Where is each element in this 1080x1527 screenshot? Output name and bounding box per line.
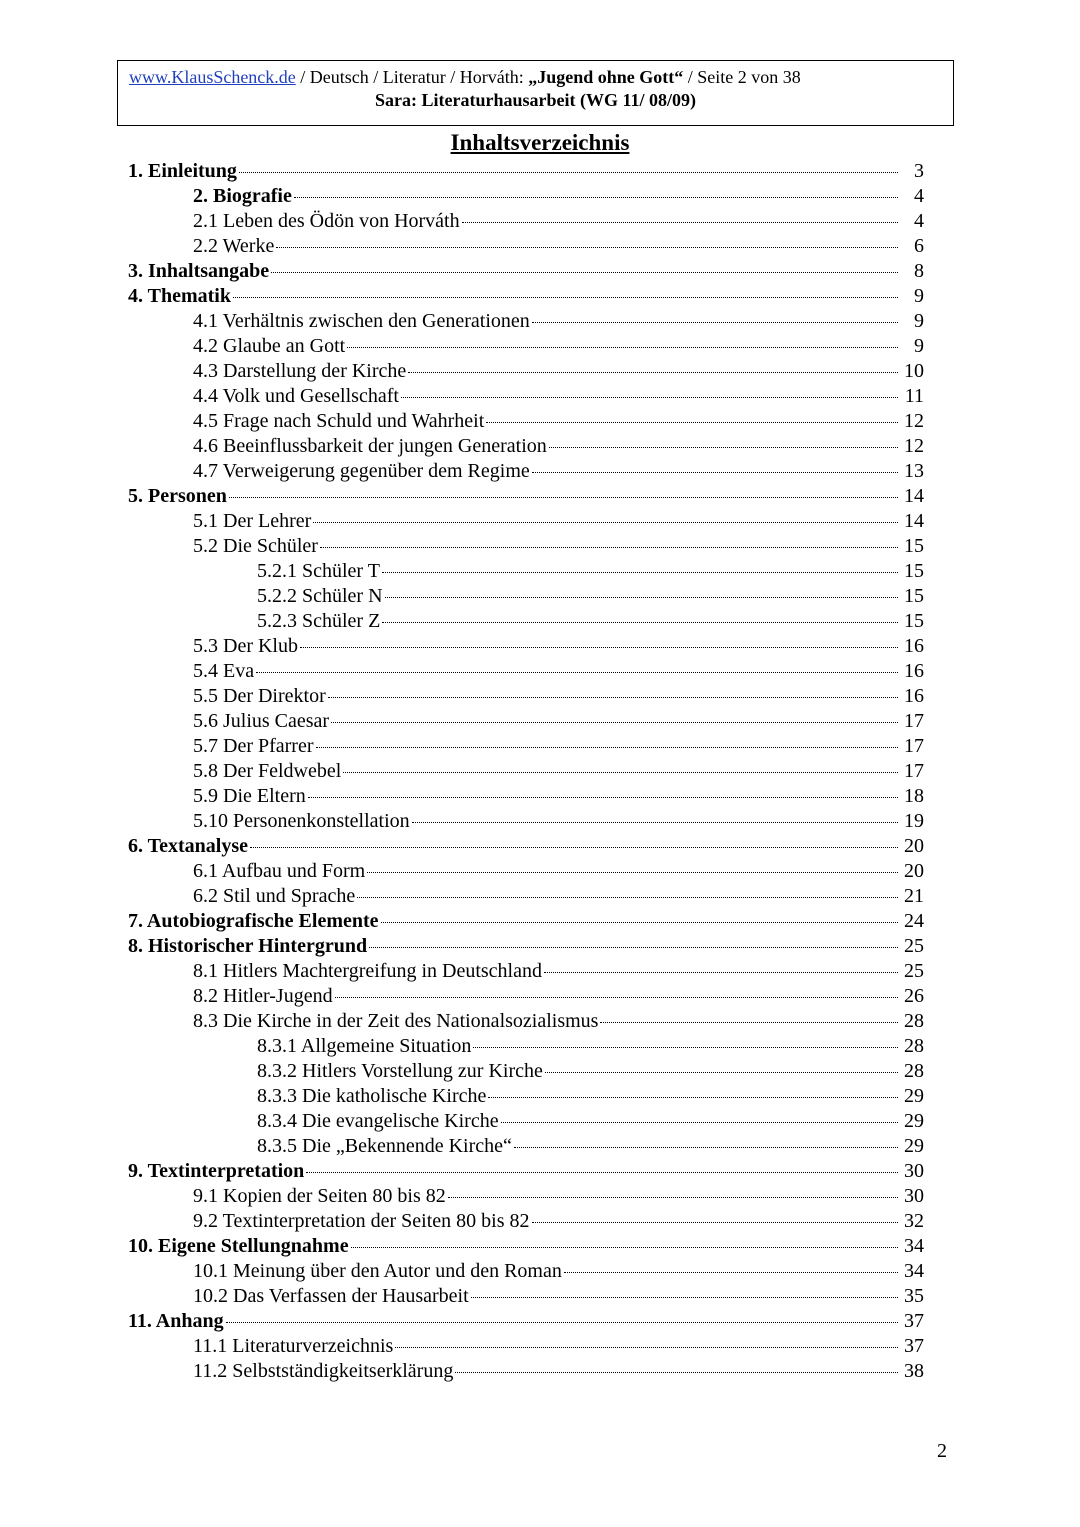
toc-entry bbox=[128, 759, 924, 784]
toc-entry-page: 38 bbox=[904, 1360, 924, 1382]
dot-leader bbox=[347, 347, 898, 348]
toc-entry-label: 10. Eigene Stellungnahme bbox=[128, 1235, 349, 1257]
dot-leader bbox=[395, 1347, 898, 1348]
dot-leader bbox=[532, 472, 898, 473]
toc-entry-page: 15 bbox=[904, 560, 924, 582]
toc-entry bbox=[128, 634, 924, 659]
toc-entry bbox=[128, 1184, 924, 1209]
header-work-title: „Jugend ohne Gott“ bbox=[528, 67, 684, 87]
dot-leader bbox=[412, 822, 898, 823]
toc-entry-label: 6.2 Stil und Sprache bbox=[193, 885, 356, 907]
toc-entry-label: 5.2 Die Schüler bbox=[193, 535, 318, 557]
dot-leader bbox=[343, 772, 898, 773]
toc-entry-label: 8.2 Hitler-Jugend bbox=[193, 985, 333, 1007]
dot-leader bbox=[455, 1372, 898, 1373]
dot-leader bbox=[385, 597, 898, 598]
toc-entry bbox=[128, 834, 924, 859]
toc-entry bbox=[128, 1284, 924, 1309]
dot-leader bbox=[501, 1122, 898, 1123]
toc-entry-label: 8.3.2 Hitlers Vorstellung zur Kirche bbox=[257, 1060, 543, 1082]
dot-leader bbox=[328, 697, 898, 698]
toc-entry bbox=[128, 684, 924, 709]
toc-entry-label: 8. Historischer Hintergrund bbox=[128, 935, 368, 957]
toc-entry-label: 11. Anhang bbox=[128, 1310, 224, 1332]
toc-entry bbox=[128, 859, 924, 884]
toc-entry-label: 5.4 Eva bbox=[193, 660, 255, 682]
toc-entry-label: 5.7 Der Pfarrer bbox=[193, 735, 314, 757]
header-path: / Deutsch / Literatur / Horváth: bbox=[295, 67, 529, 87]
toc-entry bbox=[128, 334, 924, 359]
dot-leader bbox=[382, 622, 898, 623]
dot-leader bbox=[233, 297, 898, 298]
toc-entry-page: 29 bbox=[904, 1135, 924, 1157]
dot-leader bbox=[549, 447, 898, 448]
toc-entry-label: 8.3.4 Die evangelische Kirche bbox=[257, 1110, 499, 1132]
toc-entry bbox=[128, 1259, 924, 1284]
toc-entry-label: 5.8 Der Feldwebel bbox=[193, 760, 342, 782]
dot-leader bbox=[369, 947, 898, 948]
toc-entry-label: 4.1 Verhältnis zwischen den Generationen bbox=[193, 310, 530, 332]
toc-entry bbox=[128, 609, 924, 634]
toc-entry-label: 1. Einleitung bbox=[128, 160, 237, 182]
dot-leader bbox=[300, 647, 898, 648]
toc-entry-label: 2. Biografie bbox=[193, 185, 292, 207]
toc-entry bbox=[128, 1209, 924, 1234]
toc-entry bbox=[128, 434, 924, 459]
toc-entry bbox=[128, 1059, 924, 1084]
dot-leader bbox=[486, 422, 898, 423]
dot-leader bbox=[316, 747, 899, 748]
dot-leader bbox=[367, 872, 898, 873]
dot-leader bbox=[462, 222, 898, 223]
toc-entry bbox=[128, 1109, 924, 1134]
toc-entry bbox=[128, 709, 924, 734]
toc-entry-page: 15 bbox=[904, 535, 924, 557]
dot-leader bbox=[382, 572, 898, 573]
toc-entry-page: 25 bbox=[904, 960, 924, 982]
dot-leader bbox=[239, 172, 898, 173]
dot-leader bbox=[313, 522, 898, 523]
toc-entry-label: 5.1 Der Lehrer bbox=[193, 510, 312, 532]
toc-entry bbox=[128, 659, 924, 684]
toc-entry-label: 6. Textanalyse bbox=[128, 835, 249, 857]
toc-entry-page: 35 bbox=[904, 1285, 924, 1307]
toc-entry-label: 3. Inhaltsangabe bbox=[128, 260, 270, 282]
toc-entry-label: 2.2 Werke bbox=[193, 235, 275, 257]
toc-entry bbox=[128, 309, 924, 334]
toc-entry bbox=[128, 1234, 924, 1259]
toc-entry-page: 8 bbox=[914, 260, 924, 282]
toc-entry-page: 30 bbox=[904, 1185, 924, 1207]
toc-entry-page: 15 bbox=[904, 585, 924, 607]
toc-entry-page: 12 bbox=[904, 410, 924, 432]
toc-entry bbox=[128, 984, 924, 1009]
dot-leader bbox=[401, 397, 898, 398]
toc-entry-label: 5. Personen bbox=[128, 485, 227, 507]
toc-entry bbox=[128, 1359, 924, 1384]
toc-entry-label: 8.1 Hitlers Machtergreifung in Deutschland bbox=[193, 960, 542, 982]
toc-entry bbox=[128, 384, 924, 409]
dot-leader bbox=[256, 672, 898, 673]
toc-entry-page: 17 bbox=[904, 735, 924, 757]
dot-leader bbox=[250, 847, 898, 848]
header-subtitle: Sara: Literaturhausarbeit (WG 11/ 08/09) bbox=[375, 90, 696, 110]
toc-entry bbox=[128, 934, 924, 959]
toc-entry bbox=[128, 284, 924, 309]
toc-entry-label: 5.6 Julius Caesar bbox=[193, 710, 330, 732]
toc-entry-page: 14 bbox=[904, 485, 924, 507]
toc-entry-page: 30 bbox=[904, 1160, 924, 1182]
dot-leader bbox=[335, 997, 898, 998]
toc-entry-label: 8.3.1 Allgemeine Situation bbox=[257, 1035, 472, 1057]
toc-entry-label: 8.3.3 Die katholische Kirche bbox=[257, 1085, 487, 1107]
dot-leader bbox=[308, 797, 898, 798]
toc-entry-page: 12 bbox=[904, 435, 924, 457]
toc-entry bbox=[128, 209, 924, 234]
toc-entry-page: 4 bbox=[914, 210, 924, 232]
toc-entry bbox=[128, 359, 924, 384]
toc-entry-page: 29 bbox=[904, 1110, 924, 1132]
toc-entry-page: 28 bbox=[904, 1060, 924, 1082]
toc-entry-page: 34 bbox=[904, 1235, 924, 1257]
toc-entry bbox=[128, 459, 924, 484]
header-page-info: / Seite 2 von 38 bbox=[683, 67, 801, 87]
page-header bbox=[117, 60, 954, 126]
toc-entry-page: 34 bbox=[904, 1260, 924, 1282]
toc-entry-label: 11.1 Literaturverzeichnis bbox=[193, 1335, 394, 1357]
toc-entry-label: 5.2.3 Schüler Z bbox=[257, 610, 381, 632]
toc-entry-page: 16 bbox=[904, 685, 924, 707]
toc-entry bbox=[128, 884, 924, 909]
toc-entry-label: 10.1 Meinung über den Autor und den Roman bbox=[193, 1260, 562, 1282]
toc-entry-page: 16 bbox=[904, 660, 924, 682]
dot-leader bbox=[471, 1297, 898, 1298]
toc-entry-label: 5.2.1 Schüler T bbox=[257, 560, 380, 582]
toc-entry bbox=[128, 1134, 924, 1159]
toc-entry bbox=[128, 234, 924, 259]
toc-entry-page: 29 bbox=[904, 1085, 924, 1107]
toc-entry bbox=[128, 1034, 924, 1059]
toc-entry bbox=[128, 584, 924, 609]
toc-entry-label: 7. Autobiografische Elemente bbox=[128, 910, 379, 932]
toc-entry-page: 4 bbox=[914, 185, 924, 207]
toc-entry-page: 20 bbox=[904, 860, 924, 882]
toc-entry-page: 9 bbox=[914, 310, 924, 332]
toc-entry bbox=[128, 509, 924, 534]
toc-entry-page: 11 bbox=[904, 385, 924, 407]
table-of-contents bbox=[128, 159, 924, 1384]
toc-entry bbox=[128, 159, 924, 184]
toc-entry bbox=[128, 184, 924, 209]
dot-leader bbox=[488, 1097, 898, 1098]
toc-entry-label: 5.2.2 Schüler N bbox=[257, 585, 383, 607]
toc-entry-label: 9.1 Kopien der Seiten 80 bis 82 bbox=[193, 1185, 446, 1207]
dot-leader bbox=[600, 1022, 898, 1023]
toc-entry-label: 4.2 Glaube an Gott bbox=[193, 335, 346, 357]
dot-leader bbox=[320, 547, 898, 548]
toc-entry bbox=[128, 484, 924, 509]
toc-entry-label: 5.5 Der Direktor bbox=[193, 685, 326, 707]
toc-entry-page: 18 bbox=[904, 785, 924, 807]
toc-entry-page: 37 bbox=[904, 1310, 924, 1332]
toc-entry-page: 10 bbox=[904, 360, 924, 382]
toc-entry-label: 5.10 Personenkonstellation bbox=[193, 810, 410, 832]
toc-entry-label: 5.9 Die Eltern bbox=[193, 785, 306, 807]
dot-leader bbox=[381, 922, 898, 923]
dot-leader bbox=[564, 1272, 898, 1273]
toc-entry-label: 4.3 Darstellung der Kirche bbox=[193, 360, 407, 382]
toc-entry-page: 15 bbox=[904, 610, 924, 632]
toc-entry bbox=[128, 734, 924, 759]
toc-entry bbox=[128, 959, 924, 984]
toc-entry-label: 11.2 Selbstständigkeitserklärung bbox=[193, 1360, 454, 1382]
toc-entry-label: 5.3 Der Klub bbox=[193, 635, 298, 657]
dot-leader bbox=[306, 1172, 898, 1173]
toc-entry-label: 4.5 Frage nach Schuld und Wahrheit bbox=[193, 410, 485, 432]
toc-entry bbox=[128, 809, 924, 834]
toc-entry-label: 8.3.5 Die „Bekennende Kirche“ bbox=[257, 1135, 512, 1157]
toc-entry-page: 32 bbox=[904, 1210, 924, 1232]
website-link[interactable]: www.KlausSchenck.de bbox=[129, 67, 296, 87]
toc-entry-page: 17 bbox=[904, 710, 924, 732]
toc-entry-page: 24 bbox=[904, 910, 924, 932]
toc-entry-label: 9.2 Textinterpretation der Seiten 80 bis 82 bbox=[193, 1210, 530, 1232]
toc-entry-label: 4.4 Volk und Gesellschaft bbox=[193, 385, 399, 407]
toc-entry-page: 28 bbox=[904, 1010, 924, 1032]
toc-entry bbox=[128, 1309, 924, 1334]
toc-entry-page: 25 bbox=[904, 935, 924, 957]
toc-entry-page: 16 bbox=[904, 635, 924, 657]
dot-leader bbox=[226, 1322, 898, 1323]
dot-leader bbox=[351, 1247, 898, 1248]
toc-entry-label: 2.1 Leben des Ödön von Horváth bbox=[193, 210, 460, 232]
toc-entry bbox=[128, 559, 924, 584]
toc-entry-label: 10.2 Das Verfassen der Hausarbeit bbox=[193, 1285, 469, 1307]
dot-leader bbox=[331, 722, 898, 723]
toc-entry-label: 9. Textinterpretation bbox=[128, 1160, 305, 1182]
dot-leader bbox=[276, 247, 898, 248]
toc-entry-page: 19 bbox=[904, 810, 924, 832]
dot-leader bbox=[514, 1147, 898, 1148]
dot-leader bbox=[473, 1047, 898, 1048]
dot-leader bbox=[294, 197, 898, 198]
dot-leader bbox=[448, 1197, 898, 1198]
toc-entry bbox=[128, 409, 924, 434]
toc-entry-label: 6.1 Aufbau und Form bbox=[193, 860, 366, 882]
toc-entry bbox=[128, 784, 924, 809]
dot-leader bbox=[357, 897, 898, 898]
dot-leader bbox=[229, 497, 898, 498]
toc-entry-page: 9 bbox=[914, 285, 924, 307]
dot-leader bbox=[532, 1222, 899, 1223]
toc-entry-label: 4. Thematik bbox=[128, 285, 231, 307]
toc-entry bbox=[128, 534, 924, 559]
toc-entry-page: 13 bbox=[904, 460, 924, 482]
page-number: 2 bbox=[937, 1440, 947, 1462]
toc-entry-label: 4.7 Verweigerung gegenüber dem Regime bbox=[193, 460, 530, 482]
toc-entry-page: 17 bbox=[904, 760, 924, 782]
toc-entry bbox=[128, 1009, 924, 1034]
dot-leader bbox=[532, 322, 898, 323]
toc-entry-label: 4.6 Beeinflussbarkeit der jungen Generation bbox=[193, 435, 547, 457]
toc-title: Inhaltsverzeichnis bbox=[450, 130, 630, 155]
toc-entry-page: 20 bbox=[904, 835, 924, 857]
toc-entry bbox=[128, 1159, 924, 1184]
header-line bbox=[129, 66, 801, 89]
toc-entry bbox=[128, 259, 924, 284]
toc-entry bbox=[128, 1084, 924, 1109]
toc-entry bbox=[128, 909, 924, 934]
toc-entry bbox=[128, 1334, 924, 1359]
dot-leader bbox=[545, 1072, 898, 1073]
toc-entry-page: 9 bbox=[914, 335, 924, 357]
dot-leader bbox=[408, 372, 898, 373]
toc-entry-label: 8.3 Die Kirche in der Zeit des Nationalsozialismus bbox=[193, 1010, 599, 1032]
toc-entry-page: 37 bbox=[904, 1335, 924, 1357]
toc-entry-page: 6 bbox=[914, 235, 924, 257]
toc-entry-page: 14 bbox=[904, 510, 924, 532]
toc-entry-page: 21 bbox=[904, 885, 924, 907]
dot-leader bbox=[271, 272, 898, 273]
dot-leader bbox=[544, 972, 898, 973]
toc-entry-page: 28 bbox=[904, 1035, 924, 1057]
toc-entry-page: 3 bbox=[914, 160, 924, 182]
toc-entry-page: 26 bbox=[904, 985, 924, 1007]
